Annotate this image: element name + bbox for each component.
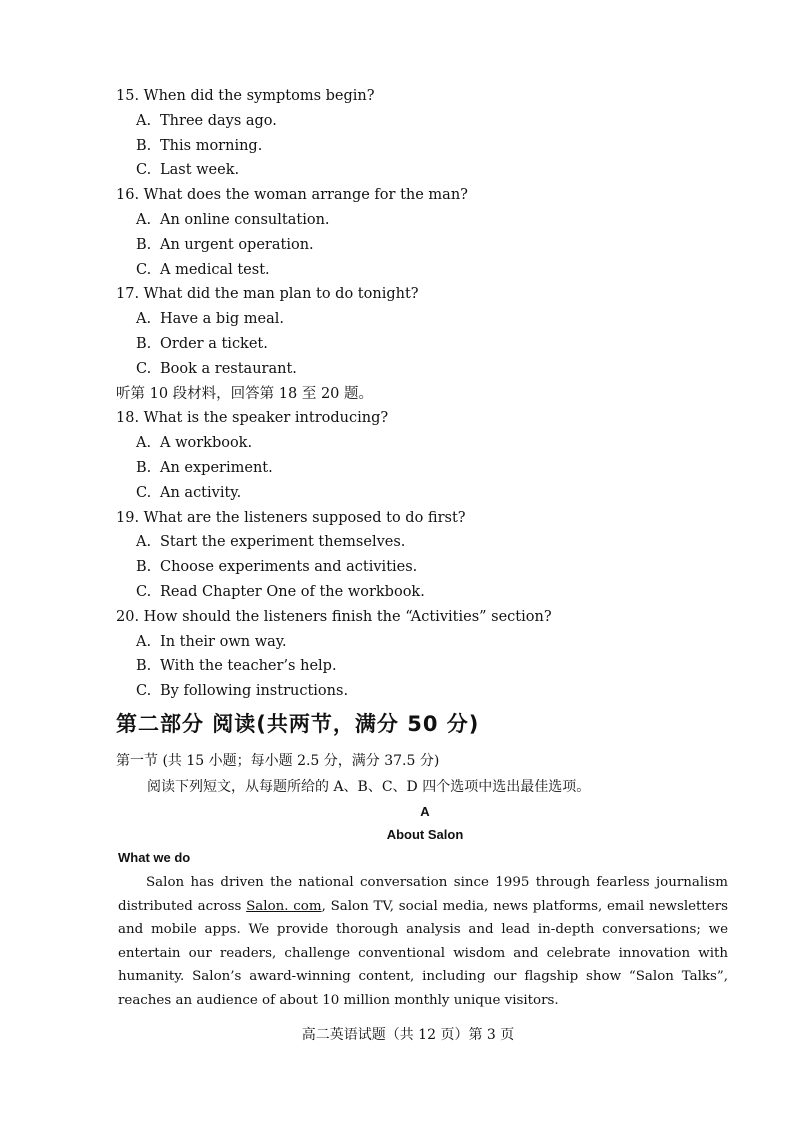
option-text: Three days ago. (160, 112, 277, 129)
option-letter: A. (136, 435, 152, 452)
option-letter: C. (136, 484, 152, 501)
option-letter: C. (136, 583, 152, 600)
option-text: A workbook. (160, 435, 253, 452)
option-letter: A. (136, 211, 152, 228)
question-17 (116, 282, 756, 381)
option-a (116, 630, 756, 655)
option-text: An urgent operation. (160, 236, 314, 253)
option-b (116, 134, 756, 159)
question-16 (116, 183, 756, 282)
passage-title: About Salon (386, 827, 464, 842)
question-stem: 18. What is the speaker introducing? (116, 410, 389, 427)
option-letter: A. (136, 534, 152, 551)
reading-instruction: 阅读下列短文，从每题所给的 A、B、C、D 四个选项中选出最佳选项。 (147, 779, 591, 795)
option-text: With the teacher’s help. (160, 658, 337, 675)
option-letter: C. (136, 261, 152, 278)
option-letter: C. (136, 683, 152, 700)
question-15 (116, 84, 756, 183)
option-text: An experiment. (160, 459, 273, 476)
option-a (116, 530, 756, 555)
option-text: An online consultation. (160, 211, 330, 228)
option-text: By following instructions. (160, 683, 349, 700)
option-text: A medical test. (160, 261, 270, 278)
option-b (116, 555, 756, 580)
option-c (116, 679, 756, 704)
option-b (116, 332, 756, 357)
option-text: Start the experiment themselves. (160, 534, 406, 551)
paragraph-text: , Salon TV, social media, news platforms, email newsletters and mobile apps. We provide thorough analysis and lead in-depth conversations; we entertain our readers, challenge conventional wisdom and celebrate innovation with humanity. Salon’s award-winning content, including our flagship show “Salon Talks”, reaches an audience of about 10 million monthly unique visitors. (118, 898, 728, 1008)
option-text: An activity. (160, 484, 242, 501)
question-19 (116, 506, 756, 605)
passage-subheading: What we do (118, 850, 191, 865)
question-20 (116, 605, 756, 704)
option-text: Book a restaurant. (160, 360, 297, 377)
passage-paragraph (118, 871, 728, 1013)
option-c (116, 580, 756, 605)
salon-link: Salon. com (246, 898, 322, 914)
part-title: 第二部分 阅读(共两节，满分 50 分) (116, 712, 480, 736)
question-stem: 16. What does the woman arrange for the man? (116, 187, 468, 204)
option-letter: B. (136, 658, 152, 675)
option-letter: C. (136, 162, 152, 179)
option-a (116, 109, 756, 134)
option-letter: A. (136, 311, 152, 328)
option-letter: C. (136, 360, 152, 377)
option-a (116, 431, 756, 456)
question-stem: 19. What are the listeners supposed to do first? (116, 509, 466, 526)
option-letter: B. (136, 335, 152, 352)
option-c (116, 357, 756, 382)
option-letter: A. (136, 633, 152, 650)
material-instruction: 听第 10 段材料，回答第 18 至 20 题。 (116, 385, 374, 402)
question-18 (116, 406, 756, 505)
option-text: Last week. (160, 162, 240, 179)
option-a (116, 307, 756, 332)
option-text: Have a big meal. (160, 311, 284, 328)
option-c (116, 158, 756, 183)
question-stem: 17. What did the man plan to do tonight? (116, 286, 419, 303)
listening-questions (116, 84, 756, 704)
option-text: In their own way. (160, 633, 287, 650)
paragraph-text: Salon has driven the national conversation since 1995 through fearless journalism distributed across (118, 875, 728, 914)
passage-label: A (420, 804, 430, 819)
option-letter: B. (136, 459, 152, 476)
option-text: Order a ticket. (160, 335, 268, 352)
option-letter: A. (136, 112, 152, 129)
option-c (116, 481, 756, 506)
question-stem: 20. How should the listeners finish the “Activities” section? (116, 608, 552, 625)
page-footer: 高二英语试题（共 12 页）第 3 页 (301, 1027, 515, 1043)
section-heading: 第一节 (共 15 小题；每小题 2.5 分，满分 37.5 分) (116, 753, 440, 769)
option-a (116, 208, 756, 233)
option-letter: B. (136, 559, 152, 576)
option-letter: B. (136, 236, 152, 253)
option-b (116, 654, 756, 679)
question-stem: 15. When did the symptoms begin? (116, 88, 375, 104)
option-b (116, 233, 756, 258)
option-letter: B. (136, 137, 152, 154)
option-text: Choose experiments and activities. (160, 559, 418, 576)
option-text: This morning. (160, 137, 263, 154)
option-text: Read Chapter One of the workbook. (160, 583, 425, 600)
option-c (116, 258, 756, 283)
option-b (116, 456, 756, 481)
